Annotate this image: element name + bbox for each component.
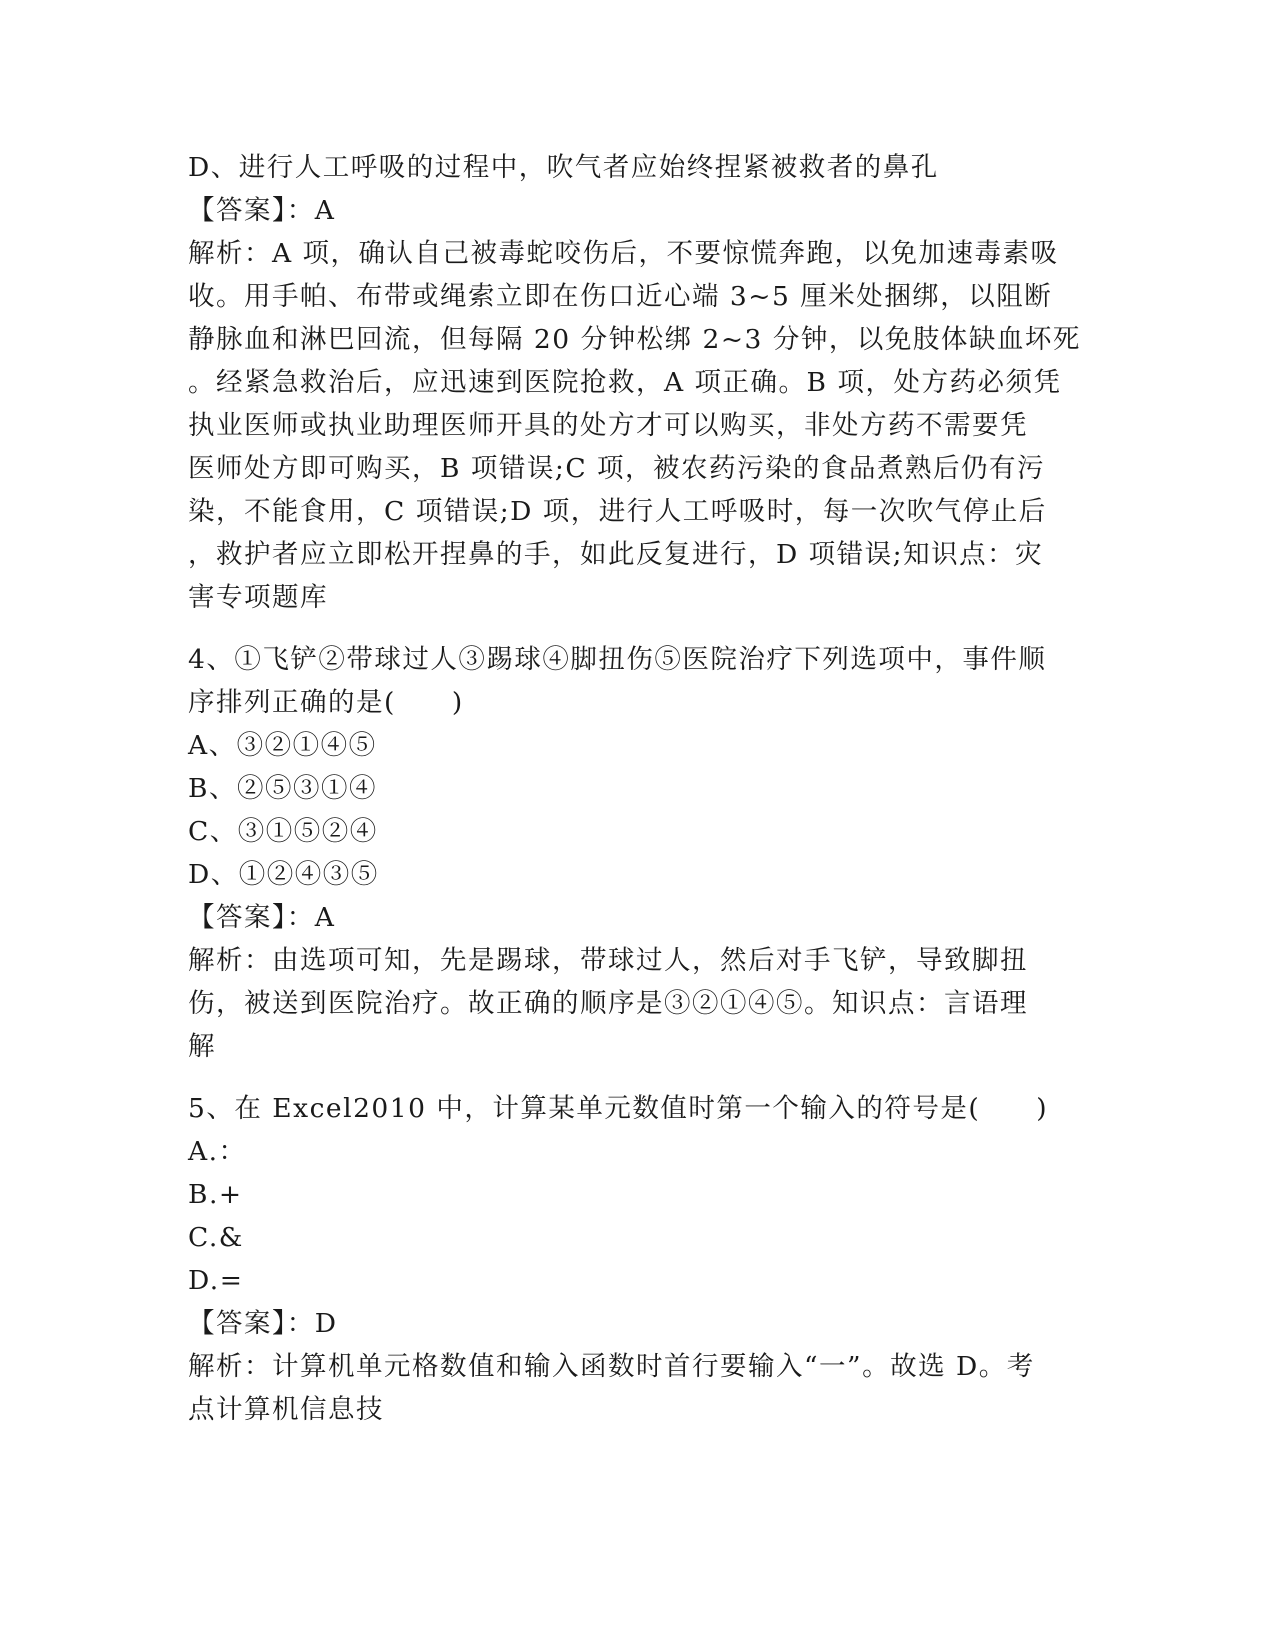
q4-option-c: C、③①⑤②④ (188, 816, 378, 847)
q4-question-line: 序排列正确的是( ) (188, 687, 464, 718)
q3-analysis-line: ，救护者应立即松开捏鼻的手，如此反复进行，D 项错误;知识点：灾 (188, 539, 1044, 570)
q3-analysis-line: 解析：A 项，确认自己被毒蛇咬伤后，不要惊慌奔跑，以免加速毒素吸 (188, 238, 1059, 269)
q3-analysis-line: 。经紧急救治后，应迅速到医院抢救，A 项正确。B 项，处方药必须凭 (188, 367, 1062, 398)
q4-option-d: D、①②④③⑤ (188, 859, 379, 890)
q3-analysis-line: 收。用手帕、布带或绳索立即在伤口近心端 3~5 厘米处捆绑，以阻断 (188, 281, 1053, 312)
q5-option-d: D.= (188, 1265, 244, 1296)
q4-option-b: B、②⑤③①④ (188, 773, 377, 804)
q5-option-b: B.+ (188, 1179, 243, 1210)
q5-question: 5、在 Excel2010 中，计算某单元数值时第一个输入的符号是( ) (188, 1093, 1049, 1124)
q4-analysis-line: 解 (188, 1031, 216, 1062)
q3-answer: 【答案】：A (188, 195, 336, 226)
q5-analysis-line: 解析：计算机单元格数值和输入函数时首行要输入“一”。故选 D。考 (188, 1351, 1035, 1382)
q4-answer: 【答案】：A (188, 902, 336, 933)
q5-analysis-line: 点计算机信息技 (188, 1394, 384, 1425)
q3-analysis-line: 静脉血和淋巴回流，但每隔 20 分钟松绑 2~3 分钟，以免肢体缺血坏死 (188, 324, 1081, 355)
spacer (188, 1068, 1088, 1087)
spacer (188, 619, 1088, 638)
q5-option-a: A.： (188, 1136, 247, 1167)
q4-analysis-line: 解析：由选项可知，先是踢球，带球过人，然后对手飞铲，导致脚扭 (188, 945, 1028, 976)
q4-analysis-line: 伤，被送到医院治疗。故正确的顺序是③②①④⑤。知识点：言语理 (188, 988, 1028, 1019)
q3-analysis-line: 染，不能食用，C 项错误;D 项，进行人工呼吸时，每一次吹气停止后 (188, 496, 1047, 527)
q3-analysis-line: 执业医师或执业助理医师开具的处方才可以购买，非处方药不需要凭 (188, 410, 1028, 441)
q3-analysis-line: 医师处方即可购买，B 项错误;C 项，被农药污染的食品煮熟后仍有污 (188, 453, 1046, 484)
q5-answer: 【答案】：D (188, 1308, 338, 1339)
q3-option-d: D、进行人工呼吸的过程中，吹气者应始终捏紧被救者的鼻孔 (188, 152, 939, 183)
q4-question-line: 4、①飞铲②带球过人③踢球④脚扭伤⑤医院治疗下列选项中，事件顺 (188, 644, 1047, 675)
q4-option-a: A、③②①④⑤ (188, 730, 377, 761)
document-content (188, 146, 1088, 1431)
q5-option-c: C.& (188, 1222, 244, 1253)
q3-analysis-line: 害专项题库 (188, 582, 328, 613)
